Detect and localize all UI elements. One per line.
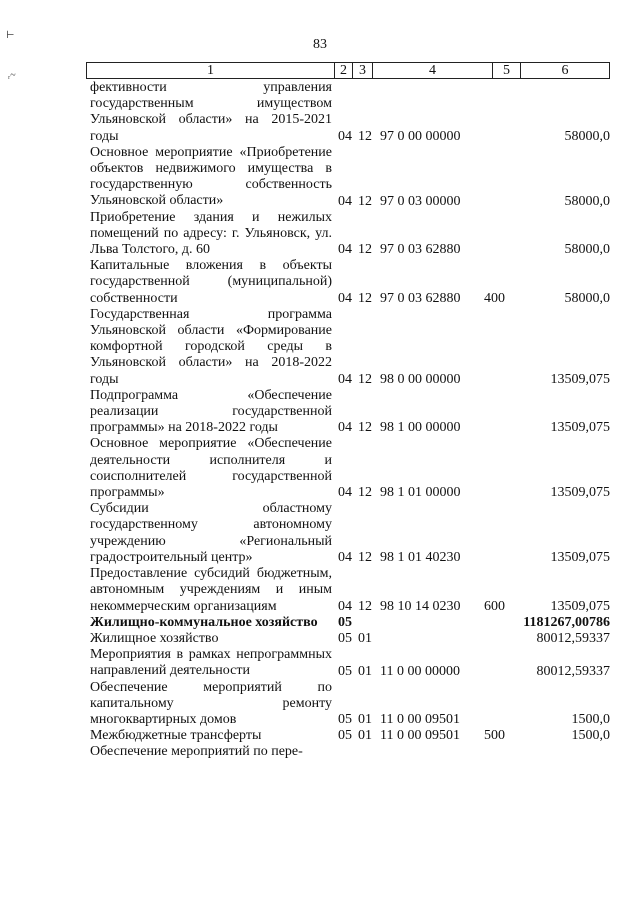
amount: 1500,0	[571, 728, 610, 744]
section-code: 05	[338, 631, 352, 647]
row-codes	[338, 728, 610, 744]
table-row	[90, 566, 610, 615]
target-article-code: 11 0 00 09501	[380, 712, 460, 728]
target-article-code: 11 0 00 09501	[380, 728, 460, 744]
target-article-code: 11 0 00 00000	[380, 663, 460, 679]
row-description: Основное мероприятие «Обеспечение деятельности исполнителя и соисполнителей государственной программы»	[90, 436, 332, 501]
table-row	[90, 258, 610, 307]
amount: 58000,0	[564, 290, 610, 306]
section-code: 05	[338, 728, 352, 744]
table-row	[90, 388, 610, 437]
table-header	[86, 62, 610, 79]
amount: 58000,0	[564, 242, 610, 258]
row-description: Приобретение здания и нежилых помещений по адресу: г. Ульяновск, ул. Льва Толстого, д. 60	[90, 209, 332, 258]
section-code: 05	[338, 712, 352, 728]
subsection-code: 12	[358, 598, 372, 614]
row-description: Обеспечение мероприятий по капитальному ремонту многоквартирных домов	[90, 679, 332, 727]
subsection-code: 01	[358, 631, 372, 647]
row-description: Государственная программа Ульяновской области «Формирование комфортной городской среды в Ульяновской области» на 2018-2022 годы	[90, 306, 332, 387]
row-description: Подпрограмма «Обеспечение реализации государственной программы» на 2018-2022 годы	[90, 387, 332, 436]
row-codes	[338, 664, 610, 680]
target-article-code: 97 0 00 00000	[380, 128, 461, 144]
subsection-code: 12	[358, 371, 372, 387]
table-row	[90, 210, 610, 259]
row-description: Обеспечение мероприятий по пере-	[90, 744, 303, 760]
row-codes	[338, 194, 610, 210]
row-codes	[338, 242, 610, 258]
expense-type-code: 600	[484, 598, 505, 614]
target-article-code: 97 0 03 62880	[380, 242, 461, 258]
subsection-code: 12	[358, 550, 372, 566]
row-description: фективности управления государственным имуществом Ульяновской области» на 2015-2021 годы	[90, 80, 332, 144]
table-row	[90, 744, 610, 760]
amount: 13509,075	[550, 598, 610, 614]
section-code: 04	[338, 420, 352, 436]
budget-table	[90, 80, 610, 761]
target-article-code: 98 1 00 00000	[380, 420, 461, 436]
row-codes	[338, 745, 610, 761]
section-code: 04	[338, 242, 352, 258]
section-code: 04	[338, 598, 352, 614]
amount: 58000,0	[564, 128, 610, 144]
subsection-code: 12	[358, 193, 372, 209]
subsection-code: 12	[358, 485, 372, 501]
column-header-6: 6	[561, 63, 569, 78]
target-article-code: 98 1 01 00000	[380, 485, 461, 501]
section-code: 04	[338, 128, 352, 144]
scan-artifact-mark: ᵣ~	[8, 70, 16, 81]
amount: 58000,0	[564, 193, 610, 209]
row-description: Субсидии областному государственному автономному учреждению «Региональный градостроительный центр»	[90, 501, 332, 565]
amount: 13509,075	[550, 371, 610, 387]
expense-type-code: 400	[484, 290, 505, 306]
table-row	[90, 436, 610, 501]
scan-artifact-mark: ⊢	[6, 30, 15, 41]
row-codes	[338, 420, 610, 436]
column-header-3: 3	[353, 63, 373, 78]
row-codes	[338, 129, 610, 145]
table-row	[90, 647, 610, 679]
section-code: 04	[338, 371, 352, 387]
section-code: 04	[338, 550, 352, 566]
column-header-5: 5	[493, 63, 521, 78]
target-article-code: 98 0 00 00000	[380, 371, 461, 387]
amount: 13509,075	[550, 420, 610, 436]
page-number: 83	[313, 37, 327, 52]
subsection-code: 01	[358, 728, 372, 744]
row-description: Предоставление субсидий бюджетным, автономным учреждениям и иным некоммерческим организациям	[90, 566, 332, 614]
row-description: Мероприятия в рамках непрограммных направлений деятельности	[90, 647, 332, 679]
amount: 1181267,00786	[523, 614, 610, 630]
target-article-code: 98 1 01 40230	[380, 550, 461, 566]
table-row	[90, 680, 610, 729]
subsection-code: 12	[358, 128, 372, 144]
row-description: Межбюджетные трансферты	[90, 728, 262, 744]
row-codes	[338, 615, 610, 631]
row-description: Капитальные вложения в объекты государственной (муниципальной) собственности	[90, 258, 332, 306]
row-description: Жилищное хозяйство	[90, 630, 219, 646]
table-row	[90, 631, 610, 647]
amount: 13509,075	[550, 485, 610, 501]
expense-type-code: 500	[484, 728, 505, 744]
subsection-code: 01	[358, 663, 372, 679]
row-codes	[338, 599, 610, 615]
section-code: 04	[338, 485, 352, 501]
subsection-code: 12	[358, 242, 372, 258]
section-code: 04	[338, 290, 352, 306]
section-code: 04	[338, 193, 352, 209]
target-article-code: 98 10 14 0230	[380, 598, 461, 614]
row-description: Жилищно-коммунальное хозяйство	[90, 614, 318, 630]
row-codes	[338, 485, 610, 501]
table-row	[90, 145, 610, 210]
table-row	[90, 80, 610, 145]
subsection-code: 12	[358, 420, 372, 436]
column-header-4: 4	[373, 63, 493, 78]
table-row	[90, 728, 610, 744]
row-codes	[338, 291, 610, 307]
amount: 13509,075	[550, 550, 610, 566]
amount: 80012,59337	[536, 663, 610, 679]
target-article-code: 97 0 03 00000	[380, 193, 461, 209]
row-codes	[338, 712, 610, 728]
amount: 1500,0	[571, 712, 610, 728]
row-description: Основное мероприятие «Приобретение объектов недвижимого имущества в государственную собственность Ульяновской области»	[90, 144, 332, 209]
column-header-2: 2	[335, 63, 353, 78]
table-row	[90, 307, 610, 388]
table-row	[90, 615, 610, 631]
table-row	[90, 501, 610, 566]
column-header-1: 1	[87, 63, 335, 78]
row-codes	[338, 550, 610, 566]
subsection-code: 12	[358, 290, 372, 306]
section-code: 05	[338, 614, 352, 630]
target-article-code: 97 0 03 62880	[380, 290, 461, 306]
row-codes	[338, 372, 610, 388]
section-code: 05	[338, 663, 352, 679]
amount: 80012,59337	[536, 631, 610, 647]
row-codes	[338, 631, 610, 647]
subsection-code: 01	[358, 712, 372, 728]
